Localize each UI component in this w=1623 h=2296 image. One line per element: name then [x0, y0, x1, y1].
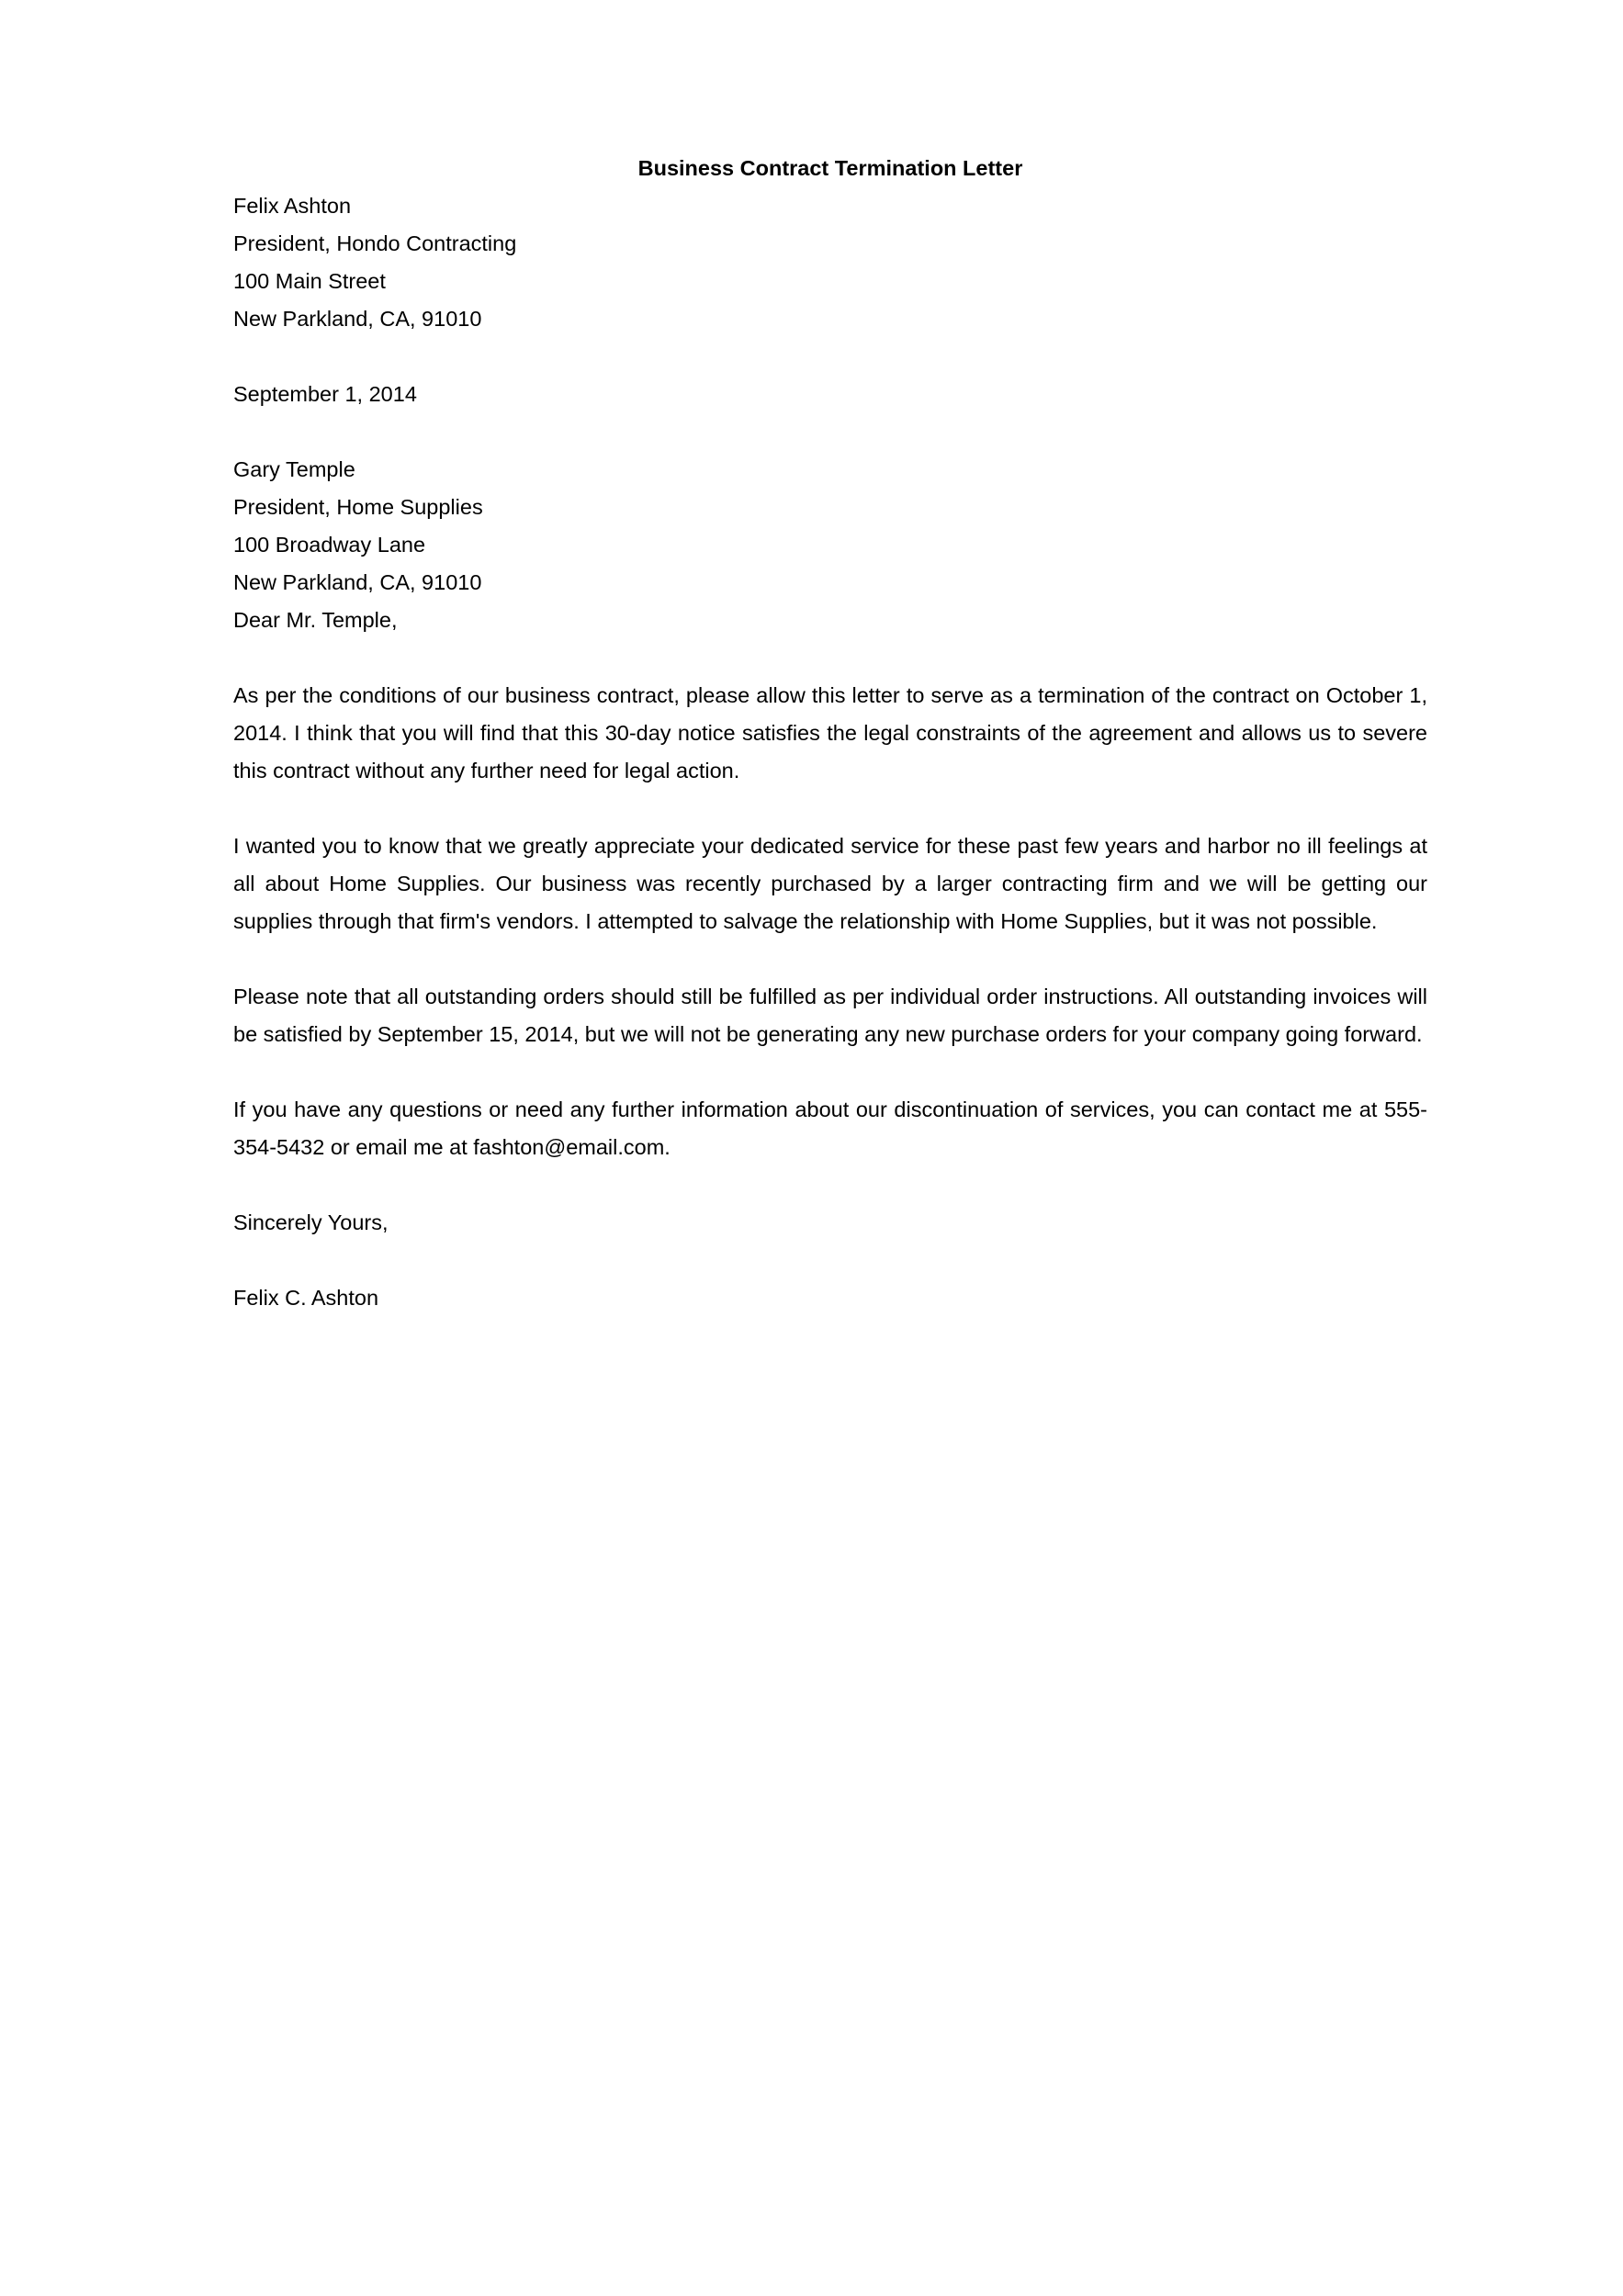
body-paragraph-1: As per the conditions of our business contract, please allow this letter to serve as a termination of the contract on October 1, 2014. I think that you will find that this 30-day notice satisfies the legal constraints of the agreement and allows us to severe this contract without any further need for legal action.: [233, 683, 1427, 782]
sender-block: [233, 187, 1427, 338]
recipient-position: President, Home Supplies: [233, 495, 483, 519]
letter-title: Business Contract Termination Letter: [637, 156, 1023, 180]
closing: Sincerely Yours,: [233, 1210, 389, 1234]
body-paragraph-4: If you have any questions or need any further information about our discontinuation of services, you can contact me at 555-354-5432 or email me at fashton@email.com.: [233, 1097, 1427, 1159]
spacer: [233, 940, 1427, 978]
recipient-block: [233, 451, 1427, 602]
spacer: [233, 1242, 1427, 1279]
body-paragraph-2: I wanted you to know that we greatly appreciate your dedicated service for these past few years and harbor no ill feelings at all about Home Supplies. Our business was recently purchased by a larger contracting firm and we will be getting our supplies through that firm's vendors. I attempted to salvage the relationship with Home Supplies, but it was not possible.: [233, 834, 1427, 933]
recipient-city-line: New Parkland, CA, 91010: [233, 570, 482, 594]
spacer: [233, 639, 1427, 677]
sender-position: President, Hondo Contracting: [233, 231, 517, 255]
spacer: [233, 790, 1427, 827]
spacer: [233, 413, 1427, 451]
salutation: Dear Mr. Temple,: [233, 608, 398, 632]
spacer: [233, 338, 1427, 376]
spacer: [233, 1166, 1427, 1204]
sender-street: 100 Main Street: [233, 269, 386, 293]
recipient-name: Gary Temple: [233, 457, 355, 481]
sender-city-line: New Parkland, CA, 91010: [233, 307, 482, 331]
body-paragraph-3: Please note that all outstanding orders should still be fulfilled as per individual order instructions. All outstanding invoices will be satisfied by September 15, 2014, but we will not be generating any new purchase orders for your company going forward.: [233, 985, 1427, 1046]
recipient-street: 100 Broadway Lane: [233, 533, 426, 557]
spacer: [233, 1053, 1427, 1091]
signature-name: Felix C. Ashton: [233, 1286, 379, 1310]
letter-date: September 1, 2014: [233, 382, 417, 406]
sender-name: Felix Ashton: [233, 194, 352, 218]
letter-body: [233, 150, 1427, 1317]
